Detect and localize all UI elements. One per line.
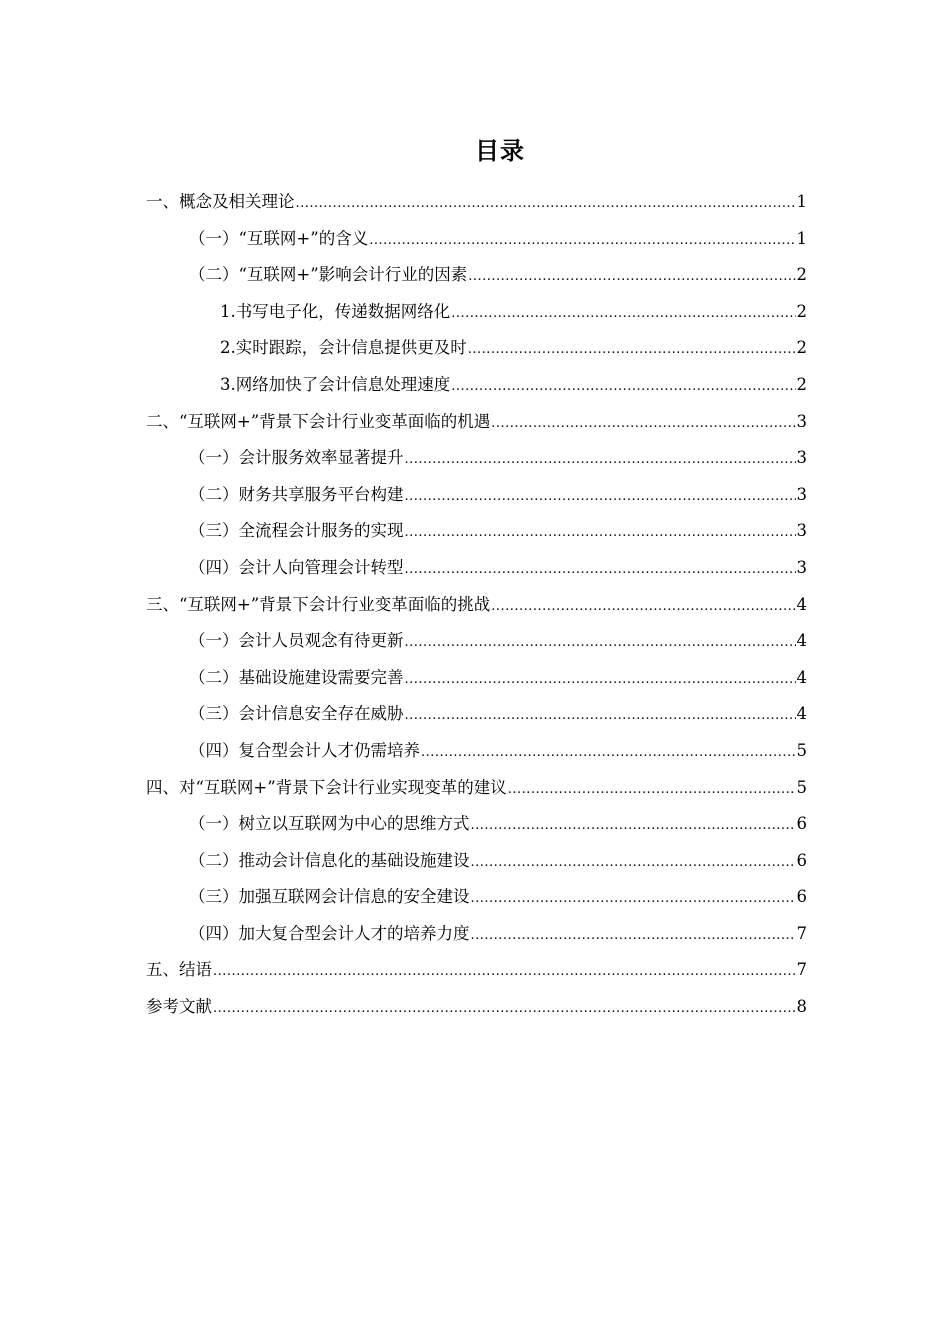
toc-entry[interactable]	[146, 806, 807, 843]
toc-entry-text: （二）推动会计信息化的基础设施建设	[189, 850, 470, 870]
toc-page-number: 4	[796, 631, 807, 651]
toc-entry-text: （一）“互联网+”的含义	[189, 228, 369, 248]
toc-entry[interactable]	[146, 294, 807, 331]
dot-leader	[405, 662, 796, 699]
toc-entry[interactable]	[146, 989, 807, 1026]
toc-entry-text: （二）“互联网+”影响会计行业的因素	[189, 265, 468, 285]
dot-leader	[451, 369, 795, 406]
toc-entry[interactable]	[146, 221, 807, 258]
toc-entry[interactable]	[146, 404, 807, 441]
toc-page-number: 3	[796, 411, 807, 431]
dot-leader	[405, 552, 796, 589]
dot-leader	[405, 515, 796, 552]
dot-leader	[405, 479, 796, 516]
toc-title: 目录	[475, 137, 525, 165]
toc-entry-text: （四）会计人向管理会计转型	[189, 557, 404, 577]
dot-leader	[405, 442, 796, 479]
toc-entry[interactable]	[146, 550, 807, 587]
dot-leader	[471, 881, 796, 918]
toc-entry-text: （一）树立以互联网为中心的思维方式	[189, 814, 470, 834]
dot-leader	[405, 698, 796, 735]
toc-page-number: 8	[796, 997, 807, 1017]
toc-page-number: 2	[796, 374, 807, 394]
toc-page-number: 3	[796, 521, 807, 541]
toc-entry[interactable]	[146, 623, 807, 660]
toc-list	[146, 184, 807, 1026]
toc-page-number: 2	[796, 265, 807, 285]
toc-entry-text: （二）财务共享服务平台构建	[189, 484, 404, 504]
toc-entry-text: 2.实时跟踪，会计信息提供更及时	[220, 338, 467, 358]
toc-page-number: 2	[796, 338, 807, 358]
toc-entry-text: 四、对“互联网+”背景下会计行业实现变革的建议	[146, 777, 507, 797]
dot-leader	[468, 332, 796, 369]
toc-page-number: 7	[796, 923, 807, 943]
dot-leader	[213, 991, 796, 1028]
toc-entry[interactable]	[146, 587, 807, 624]
toc-entry-text: （一）会计服务效率显著提升	[189, 448, 404, 468]
dot-leader	[471, 845, 796, 882]
dot-leader	[405, 625, 796, 662]
toc-page-number: 1	[796, 228, 807, 248]
toc-entry-text: 3.网络加快了会计信息处理速度	[220, 374, 451, 394]
dot-leader	[471, 808, 796, 845]
toc-entry-text: 参考文献	[146, 997, 212, 1017]
toc-page-number: 4	[796, 704, 807, 724]
toc-entry[interactable]	[146, 952, 807, 989]
toc-entry-text: 一、概念及相关理论	[146, 192, 295, 211]
dot-leader	[468, 259, 795, 296]
dot-leader	[369, 223, 795, 260]
toc-entry[interactable]	[146, 843, 807, 880]
toc-page-number: 5	[796, 740, 807, 760]
toc-page-number: 3	[796, 557, 807, 577]
toc-entry[interactable]	[146, 660, 807, 697]
toc-entry-text: （一）会计人员观念有待更新	[189, 631, 404, 651]
toc-entry-text: （三）全流程会计服务的实现	[189, 521, 404, 541]
toc-entry[interactable]	[146, 477, 807, 514]
toc-entry[interactable]	[146, 184, 807, 221]
toc-page-number: 6	[796, 850, 807, 870]
dot-leader	[451, 296, 795, 333]
toc-entry[interactable]	[146, 916, 807, 953]
toc-page-number: 3	[796, 448, 807, 468]
toc-entry[interactable]	[146, 879, 807, 916]
dot-leader	[508, 772, 796, 809]
toc-page-number: 6	[796, 887, 807, 907]
toc-entry-text: （四）加大复合型会计人才的培养力度	[189, 923, 470, 943]
dot-leader	[471, 918, 796, 955]
toc-entry[interactable]	[146, 733, 807, 770]
toc-page-number: 1	[796, 192, 807, 211]
toc-entry-text: （三）加强互联网会计信息的安全建设	[189, 887, 470, 907]
dot-leader	[296, 186, 796, 223]
toc-entry[interactable]	[146, 330, 807, 367]
toc-entry[interactable]	[146, 513, 807, 550]
toc-page-number: 4	[796, 594, 807, 614]
toc-entry-text: 五、结语	[146, 960, 212, 980]
toc-entry-text: 二、“互联网+”背景下会计行业变革面临的机遇	[146, 411, 491, 431]
toc-page-number: 5	[796, 777, 807, 797]
dot-leader	[491, 589, 795, 626]
toc-entry-text: （二）基础设施建设需要完善	[189, 667, 404, 687]
toc-page-number: 7	[796, 960, 807, 980]
toc-entry[interactable]	[146, 696, 807, 733]
dot-leader	[421, 735, 796, 772]
toc-page-number: 6	[796, 814, 807, 834]
toc-entry[interactable]	[146, 770, 807, 807]
toc-entry[interactable]	[146, 440, 807, 477]
toc-entry[interactable]	[146, 367, 807, 404]
toc-page-number: 4	[796, 667, 807, 687]
dot-leader	[491, 406, 795, 443]
toc-page-number: 3	[796, 484, 807, 504]
toc-entry-text: （三）会计信息安全存在威胁	[189, 704, 404, 724]
toc-entry[interactable]	[146, 257, 807, 294]
toc-page-number: 2	[796, 301, 807, 321]
toc-entry-text: 1.书写电子化，传递数据网络化	[220, 301, 451, 321]
toc-entry-text: （四）复合型会计人才仍需培养	[189, 740, 420, 760]
dot-leader	[213, 954, 796, 991]
toc-entry-text: 三、“互联网+”背景下会计行业变革面临的挑战	[146, 594, 491, 614]
